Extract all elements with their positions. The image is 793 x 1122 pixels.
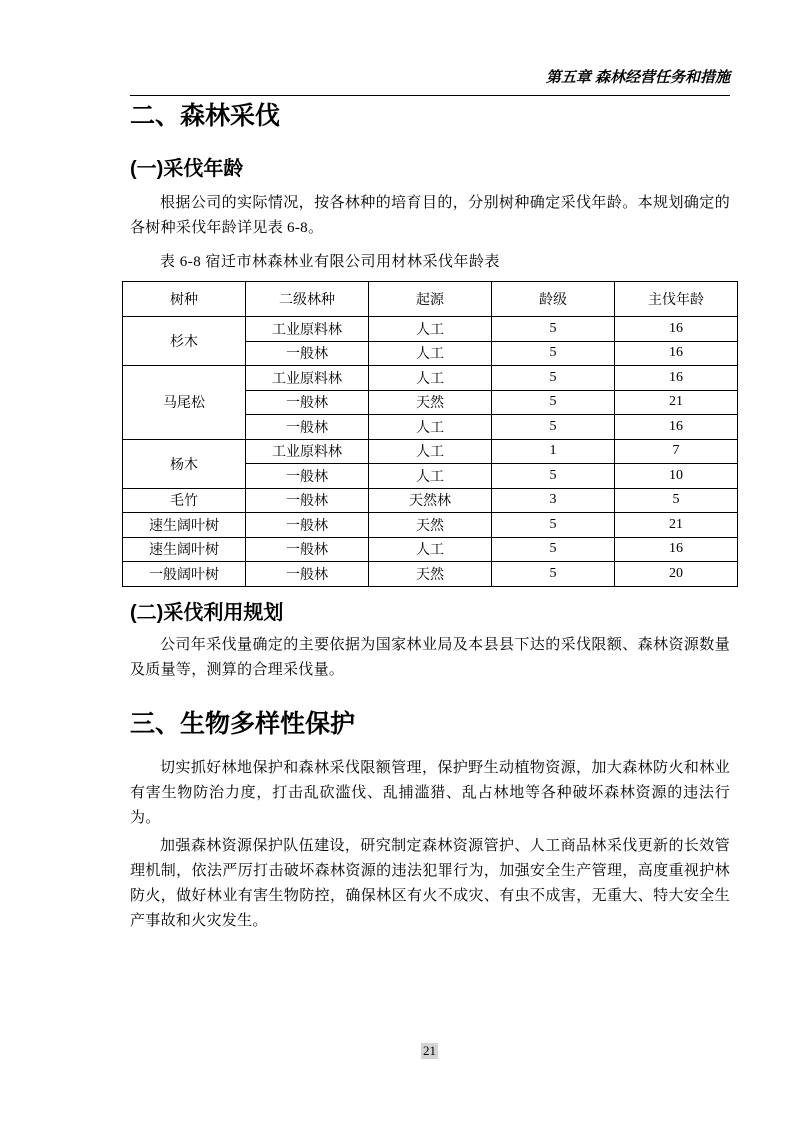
cell: 人工 xyxy=(369,317,492,342)
paragraph-harvest-age: 根据公司的实际情况，按各林种的培育目的，分别树种确定采伐年龄。本规划确定的各树种采伐年龄详见表 6-8。 xyxy=(130,195,730,236)
cell: 一般林 xyxy=(246,488,369,513)
cell: 5 xyxy=(492,390,615,415)
cell: 人工 xyxy=(369,341,492,366)
paragraph-biodiversity-2: 加强森林资源保护队伍建设，研究制定森林资源管护、人工商品林采伐更新的长效管理机制，依法严厉打击破坏森林资源的违法犯罪行为，加强安全生产管理，高度重视护林防火，做好林业有害生物防控，确保林区有火不成灾、有虫不成害，无重大、特大安全生产事故和火灾发生。 xyxy=(130,838,730,929)
header-origin: 起源 xyxy=(369,282,492,317)
cell: 人工 xyxy=(369,415,492,440)
header-harvest-age: 主伐年龄 xyxy=(615,282,738,317)
cell: 21 xyxy=(615,390,738,415)
header-age-class: 龄级 xyxy=(492,282,615,317)
cell-species: 速生阔叶树 xyxy=(123,513,246,538)
paragraph-biodiversity-1: 切实抓好林地保护和森林采伐限额管理，保护野生动植物资源，加大森林防火和林业有害生物防治力度，打击乱砍滥伐、乱捕滥猎、乱占林地等各种破坏森林资源的违法行为。 xyxy=(130,760,730,826)
cell: 一般林 xyxy=(246,390,369,415)
cell: 人工 xyxy=(369,439,492,464)
cell-species: 杨木 xyxy=(123,439,246,488)
cell: 人工 xyxy=(369,366,492,391)
cell: 一般林 xyxy=(246,415,369,440)
cell: 16 xyxy=(615,537,738,562)
table-row xyxy=(123,366,738,391)
header-species: 树种 xyxy=(123,282,246,317)
cell: 人工 xyxy=(369,464,492,489)
page-number: 21 xyxy=(423,1043,436,1058)
cell: 工业原料林 xyxy=(246,439,369,464)
chapter-header: 第五章 森林经营任务和措施 xyxy=(545,69,730,86)
subsection-title-harvest-plan: (二)采伐利用规划 xyxy=(130,602,284,624)
cell: 5 xyxy=(492,317,615,342)
cell-species: 毛竹 xyxy=(123,488,246,513)
cell: 一般林 xyxy=(246,341,369,366)
subsection-title-harvest-age: (一)采伐年龄 xyxy=(130,158,244,180)
cell: 一般林 xyxy=(246,513,369,538)
table-row xyxy=(123,513,738,538)
cell: 5 xyxy=(492,341,615,366)
table-caption: 表 6-8 宿迁市林森林业有限公司用材林采伐年龄表 xyxy=(160,254,500,270)
cell: 一般林 xyxy=(246,562,369,587)
cell-species: 马尾松 xyxy=(123,366,246,440)
cell: 16 xyxy=(615,317,738,342)
cell: 5 xyxy=(492,366,615,391)
cell: 5 xyxy=(615,488,738,513)
cell-species: 杉木 xyxy=(123,317,246,366)
table-header-row xyxy=(123,282,738,317)
header-forest-type: 二级林种 xyxy=(246,282,369,317)
cell: 16 xyxy=(615,341,738,366)
cell: 5 xyxy=(492,415,615,440)
cell: 16 xyxy=(615,415,738,440)
cell: 工业原料林 xyxy=(246,366,369,391)
cell: 10 xyxy=(615,464,738,489)
cell-species: 一般阔叶树 xyxy=(123,562,246,587)
cell: 人工 xyxy=(369,537,492,562)
cell: 5 xyxy=(492,464,615,489)
table-row xyxy=(123,439,738,464)
cell: 天然 xyxy=(369,513,492,538)
cell: 一般林 xyxy=(246,537,369,562)
table-row xyxy=(123,317,738,342)
paragraph-harvest-plan: 公司年采伐量确定的主要依据为国家林业局及本县县下达的采伐限额、森林资源数量及质量等，测算的合理采伐量。 xyxy=(130,637,730,678)
table-row xyxy=(123,537,738,562)
cell: 20 xyxy=(615,562,738,587)
cell: 天然林 xyxy=(369,488,492,513)
cell-species: 速生阔叶树 xyxy=(123,537,246,562)
cell: 1 xyxy=(492,439,615,464)
cell: 7 xyxy=(615,439,738,464)
section-title-biodiversity: 三、生物多样性保护 xyxy=(130,710,356,738)
cell: 5 xyxy=(492,513,615,538)
cell: 一般林 xyxy=(246,464,369,489)
section-title-harvest: 二、森林采伐 xyxy=(130,102,281,130)
cell: 工业原料林 xyxy=(246,317,369,342)
cell: 5 xyxy=(492,562,615,587)
cell: 天然 xyxy=(369,390,492,415)
cell: 3 xyxy=(492,488,615,513)
cell: 16 xyxy=(615,366,738,391)
cell: 5 xyxy=(492,537,615,562)
harvest-age-table xyxy=(122,281,738,587)
cell: 21 xyxy=(615,513,738,538)
table-row xyxy=(123,488,738,513)
table-row xyxy=(123,562,738,587)
cell: 天然 xyxy=(369,562,492,587)
